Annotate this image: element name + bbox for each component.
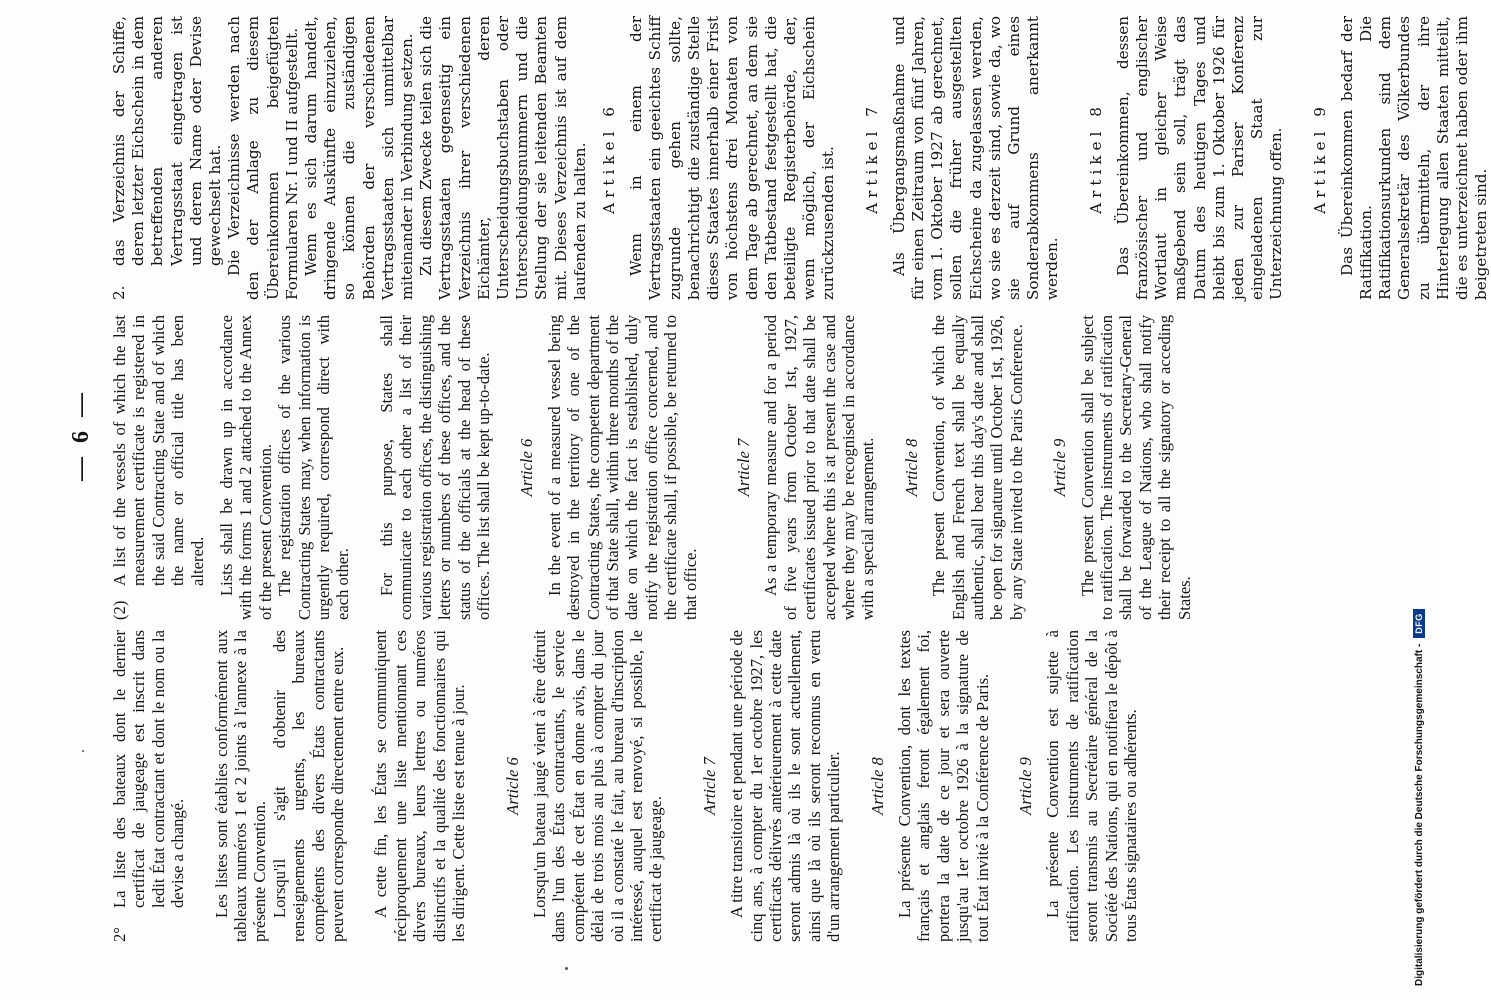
item-text: La liste des bateaux dont le dernier certificat de jaugeage est inscrit dans ledit État contractant et dont le nom ou la devise a changé.: [110, 630, 188, 908]
scan-speck: [82, 750, 84, 752]
dfg-logo: DFG: [1413, 609, 1425, 638]
german-article-8-heading: Artikel 8: [1086, 102, 1105, 214]
french-item-2: [110, 630, 188, 942]
german-column: [110, 16, 1491, 300]
english-article-6-heading: Article 6: [517, 438, 537, 497]
english-article-8-text: The present Convention, of which the English and French text shall be equally authentic, shall bear this day's date and shall be open for signature until October 1st, 1926, by any State invited to the Paris Conference.: [929, 315, 1026, 620]
french-article-6-text: Lorsqu'un bateau jaugé vient à être détruit dans l'un des États contractants, le service compétent de cet État en donne avis, dans le délai de trois mois au plus à compter du jour où il a constaté le fait, au bureau d'inscription intéressé, auquel est renvoyé, si possible, le certificat de jaugeage.: [529, 630, 666, 942]
french-paragraph-communication: A cette fin, les États se communiquent réciproquement une liste mentionnant ces divers bureaux, leurs lettres ou numéros distinctifs et la qualité des fonctionnaires qui les dirigent. Cette liste est tenue à jour.: [371, 630, 469, 942]
french-paragraph-urgent: Lorsqu'il s'agit d'obtenir des renseignements urgents, les bureaux compétents des divers États contractants peuvent correspondre directement entre eux.: [269, 630, 348, 942]
english-item-2: [110, 315, 207, 620]
scan-speck: [565, 967, 568, 970]
french-article-7-heading: Article 7: [699, 757, 719, 815]
english-article-7-text: As a temporary measure and for a period of five years from October 1st, 1927, certificates issued prior to that date shall be accepted where this is at present the case and where they may be recognised in accordance with a special arrangement.: [761, 315, 878, 620]
german-article-7-heading: Artikel 7: [862, 102, 881, 214]
english-article-8-heading: Article 8: [901, 438, 921, 497]
german-paragraph-lists: Die Verzeichnisse werden nach den der Anlage zu diesem Übereinkommen beigefügten Formularen Nr. I und II aufgestellt.: [225, 16, 301, 300]
item-number: 2.: [110, 285, 128, 300]
item-number: (2): [110, 600, 129, 620]
german-article-9-text: Das Übereinkommen bedarf der Ratifikation. Die Ratifikationsurkunden sind dem Generalsekretär des Völkerbundes zu übermitteln, der ihre Hinterlegung allen Staaten mitteilt, die es unterzeichnet haben oder ihm beigetreten sind.: [1337, 16, 1491, 300]
french-article-6-heading: Article 6: [502, 757, 522, 815]
french-article-8-text: La présente Convention, dont les textes français et anglais feront également foi, portera la date de ce jour et sera ouverte jusqu'au 1er octobre 1926 à la signature de tout État invité à la Conférence de Paris.: [895, 630, 992, 942]
german-article-8-text: Das Übereinkommen, dessen französischer und englischer Wortlaut in gleicher Weise maßgebend sein soll, trägt das Datum des heutigen Tages und bleibt bis zum 1. Oktober 1926 für jeden zur Pariser Konferenz eingeladenen Staat zur Unterzeichnung offen.: [1113, 16, 1286, 300]
german-article-6-text: Wenn in einem der Vertragsstaaten ein geeichtes Schiff zugrunde gehen sollte, benachrichtigt die zuständige Stelle dieses Staates innerhalb einer Frist von höchstens drei Monaten von dem Tage ab gerechnet, an dem sie den Tatbestand festgestellt hat, die beteiligte Registerbehörde, der, wenn möglich, der Eichschein zurückzusenden ist.: [627, 16, 838, 300]
english-paragraph-lists: Lists shall be drawn up in accordance with the forms 1 and 2 attached to the Annex of the present Convention.: [217, 315, 275, 620]
english-article-9-text: The present Convention shall be subject to ratification. The instruments of ratification shall be forwarded to the Secretary-General of the League of Nations, who shall notify their receipt to all the signatory or acceding States.: [1077, 315, 1194, 620]
page-number: — 6 —: [68, 389, 94, 481]
french-article-8-heading: Article 8: [867, 757, 887, 815]
french-article-9-text: La présente Convention est sujette à ratification. Les instruments de ratification seront transmis au Secrétaire général de la Société des Nations, qui en notifiera le dépôt à tous États signataires ou adhérents.: [1043, 630, 1141, 942]
english-article-7-heading: Article 7: [733, 438, 753, 497]
french-column: [110, 630, 1140, 942]
english-article-9-heading: Article 9: [1050, 438, 1070, 497]
french-paragraph-lists: Les listes sont établies conformément aux tableaux numéros 1 et 2 joints à l'annexe à la présente Convention.: [211, 630, 270, 942]
digitization-note-text: Digitalisierung gefördert durch die Deutsche Forschungsgemeinschaft -: [1413, 643, 1425, 986]
french-article-7-text: A titre transitoire et pendant une période de cinq ans, à compter du 1er octobre 1927, les certificats délivrés antérieurement à cette date seront admis là où ils le sont actuellement, ainsi que là où ils seront reconnus en vertu d'un arrangement particulier.: [727, 630, 844, 942]
german-paragraph-urgent: Wenn es sich darum handelt, dringende Auskünfte einzuziehen, so können die zuständigen Behörden der verschiedenen Vertragsstaaten sich unmittelbar miteinander in Verbindung setzen.: [302, 16, 417, 300]
digitization-text-row: [1404, 6, 1434, 996]
item-number: 2°: [110, 927, 129, 942]
digitization-sidebar: [1404, 6, 1434, 996]
german-article-9-heading: Artikel 9: [1310, 102, 1329, 214]
english-paragraph-communication: For this purpose, States shall communicate to each other a list of their various registration offices, the distinguishing letters or numbers of these offices, and the status of the officials at the head of these offices. The list shall be kept up-to-date.: [376, 315, 493, 620]
german-item-2: [110, 16, 225, 300]
french-article-9-heading: Article 9: [1016, 757, 1036, 815]
english-article-6-text: In the event of a measured vessel being destroyed in the territory of one of the Contracting States, the competent department of that State shall, within three months of the date on which the fact is established, duly notify the registration office concerned, and the certificate shall, if possible, be returned to that office.: [544, 315, 700, 620]
item-text: A list of the vessels of which the last measurement certificate is registered in the said Contracting State and of which the name or official title has been altered.: [110, 315, 207, 586]
german-paragraph-communication: Zu diesem Zwecke teilen sich die Vertragsstaaten gegenseitig ein Verzeichnis ihrer verschiedenen Eichämter, deren Unterscheidungsbuchstaben oder Unterscheidungsnummern und die Stellung der sie leitenden Beamten mit. Dieses Verzeichnis ist auf dem laufenden zu halten.: [417, 16, 589, 300]
item-text: das Verzeichnis der Schiffe, deren letzter Eichschein in dem betreffenden anderen Vertragsstaat eingetragen ist und deren Name oder Devise gewechselt hat.: [110, 16, 225, 266]
german-article-7-text: Als Übergangsmaßnahme und für einen Zeitraum von fünf Jahren, vom 1. Oktober 1927 ab gerechnet, sollen die früher ausgestellten Eichscheine da zugelassen werden, wo sie es derzeit sind, sowie da, wo sie auf Grund eines Sonderabkommens anerkannt werden.: [889, 16, 1062, 300]
english-column: [110, 315, 1194, 620]
english-paragraph-urgent: The registration offices of the various Contracting States may, when information is urgently required, correspond direct with each other.: [275, 315, 353, 620]
german-article-6-heading: Artikel 6: [600, 102, 619, 214]
